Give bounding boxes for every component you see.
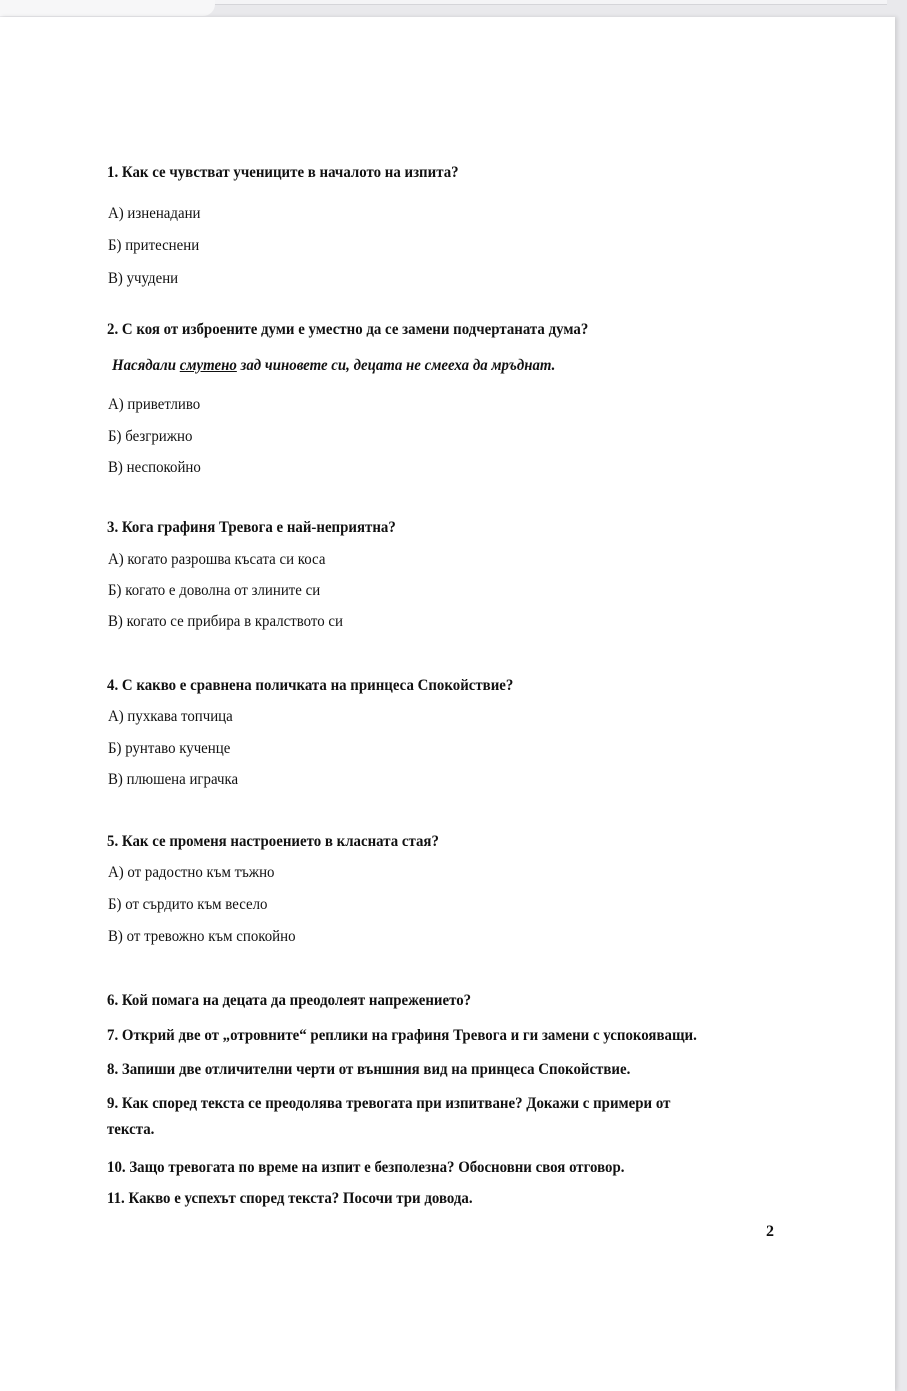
question-9-continued: текста. <box>107 1121 155 1138</box>
sentence-before: Насядали <box>112 357 180 374</box>
question-2-option-a: А) приветливо <box>108 396 201 413</box>
top-bar <box>215 0 887 5</box>
question-5-option-a: А) от радостно към тъжно <box>108 864 275 881</box>
question-6: 6. Кой помага на децата да преодолеят напрежението? <box>107 992 472 1009</box>
question-4-option-b: Б) рунтаво кученце <box>108 740 231 757</box>
question-2-option-b: Б) безгрижно <box>108 428 193 445</box>
question-1-option-b: Б) притеснени <box>108 237 200 254</box>
question-3-option-b: Б) когато е доволна от злините си <box>108 582 321 599</box>
question-9: 9. Как според текста се преодолява тревогата при изпитване? Докажи с примери от <box>107 1095 671 1112</box>
question-2-sentence <box>112 356 555 376</box>
question-5-title: 5. Как се променя настроението в класната стая? <box>107 833 439 850</box>
page-number: 2 <box>766 1223 774 1240</box>
question-4-title: 4. С какво е сравнена поличката на принцеса Спокойствие? <box>107 677 514 694</box>
question-1-title: 1. Как се чувстват учениците в началото на изпита? <box>107 164 459 181</box>
question-2-title: 2. С коя от изброените думи е уместно да се замени подчертаната дума? <box>107 321 589 338</box>
question-3-option-a: А) когато разрошва късата си коса <box>108 551 326 568</box>
question-8: 8. Запиши две отличителни черти от външния вид на принцеса Спокойствие. <box>107 1061 631 1078</box>
question-1-option-a: А) изненадани <box>108 205 201 222</box>
question-5-option-c: В) от тревожно към спокойно <box>108 928 296 945</box>
question-5-option-b: Б) от сърдито към весело <box>108 896 268 913</box>
question-4-option-a: А) пухкава топчица <box>108 708 233 725</box>
question-3-option-c: В) когато се прибира в кралството си <box>108 613 343 630</box>
underlined-word: смутено <box>179 357 237 374</box>
question-3-title: 3. Кога графиня Тревога е най-неприятна? <box>107 519 396 536</box>
question-4-option-c: В) плюшена играчка <box>108 771 239 788</box>
browser-tab <box>0 0 215 16</box>
question-1-option-c: В) учудени <box>108 270 179 287</box>
question-10: 10. Защо тревогата по време на изпит е безполезна? Обосновни своя отговор. <box>107 1159 625 1176</box>
question-11: 11. Какво е успехът според текста? Посочи три довода. <box>107 1190 473 1207</box>
sentence-after: зад чиновете си, децата не смееха да мръднат. <box>236 357 556 374</box>
question-7: 7. Открий две от „отровните“ реплики на графиня Тревога и ги замени с успокояващи. <box>107 1027 697 1044</box>
question-2-option-c: В) неспокойно <box>108 459 201 476</box>
